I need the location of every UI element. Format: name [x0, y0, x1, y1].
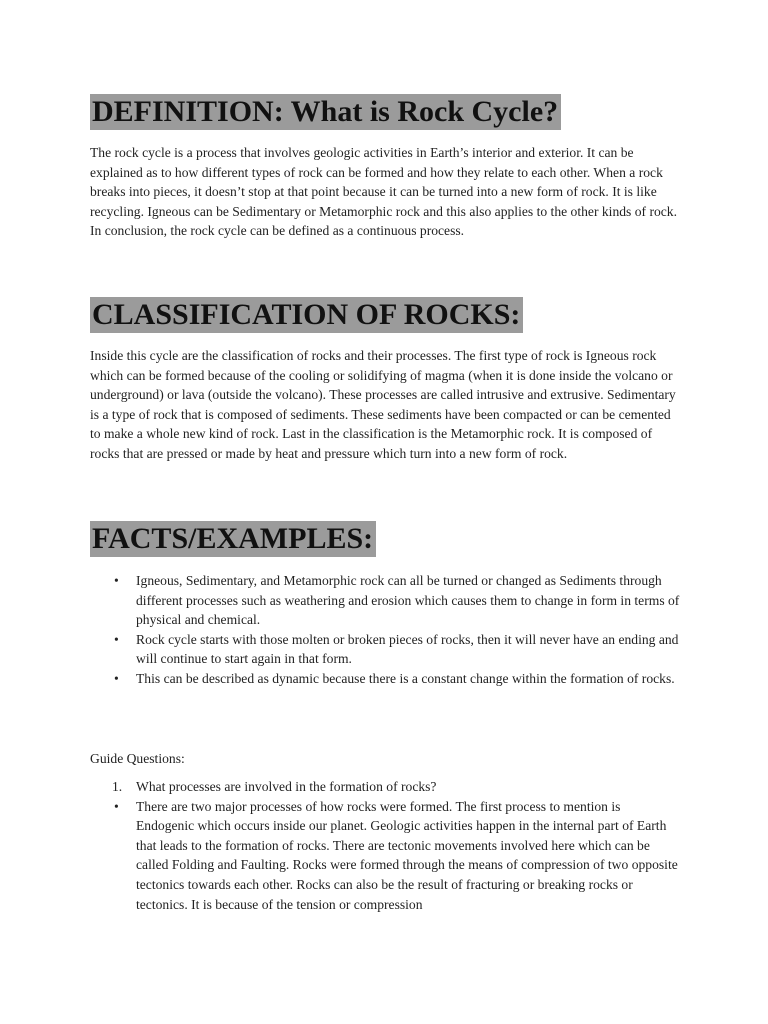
list-item: [90, 797, 680, 915]
classification-heading: CLASSIFICATION OF ROCKS:: [90, 297, 523, 333]
list-item: [90, 571, 680, 630]
classification-paragraph: Inside this cycle are the classification of rocks and their processes. The first type of rock is Igneous rock which can be formed because of the cooling or solidifying of magma (when it is done inside the volcano or underground) or lava (outside the volcano). These processes are called intrusive and extrusive. Sedimentary is a type of rock that is composed of sediments. These sediments have been compacted or can be cemented to make a whole new kind of rock. Last in the classification is the Metamorphic rock. It is composed of rocks that are pressed or made by heat and pressure which turn into a new form of rock.: [90, 348, 676, 461]
guide-questions-label: Guide Questions:: [90, 751, 185, 766]
bullet-icon: •: [114, 670, 119, 686]
bullet-icon: •: [114, 631, 119, 647]
facts-heading: FACTS/EXAMPLES:: [90, 521, 376, 557]
list-item: [90, 630, 680, 669]
guide-questions-list: [90, 777, 680, 914]
fact-text: Igneous, Sedimentary, and Metamorphic rock can all be turned or changed as Sediments through different processes such as weathering and erosion which causes them to change in form in terms of physical and chemical.: [136, 573, 680, 628]
definition-paragraph: The rock cycle is a process that involves geologic activities in Earth’s interior and exterior. It can be explained as to how different types of rock can be formed and how they relate to each other. When a rock breaks into pieces, it doesn’t stop at that point because it can be turned into a new form of rock. It is like recycling. Igneous can be Sedimentary or Metamorphic rock and this also applies to the other kinds of rock. In conclusion, the rock cycle can be defined as a continuous process.: [90, 145, 678, 239]
question-number: 1.: [112, 779, 123, 794]
question-text: What processes are involved in the formation of rocks?: [136, 779, 437, 794]
list-item: [90, 669, 680, 689]
facts-list: [90, 571, 680, 689]
fact-text: Rock cycle starts with those molten or broken pieces of rocks, then it will never have an ending and will continue to start again in that form.: [136, 631, 679, 667]
definition-heading: DEFINITION: What is Rock Cycle?: [90, 94, 561, 130]
fact-text: This can be described as dynamic because there is a constant change within the formation of rocks.: [136, 670, 675, 686]
list-item: [90, 777, 680, 797]
bullet-icon: •: [114, 798, 119, 814]
bullet-icon: •: [114, 573, 119, 588]
answer-text: There are two major processes of how rocks were formed. The first process to mention is Endogenic which occurs inside our planet. Geologic activities happen in the internal part of Earth that leads to the formation of rocks. There are tectonic movements involved here which can be called Folding and Faulting. Rocks were formed through the means of compression of two opposite tectonics towards each other. Rocks can also be the result of fracturing or breaking rocks or tectonics. It is because of the tension or compression: [136, 798, 678, 912]
